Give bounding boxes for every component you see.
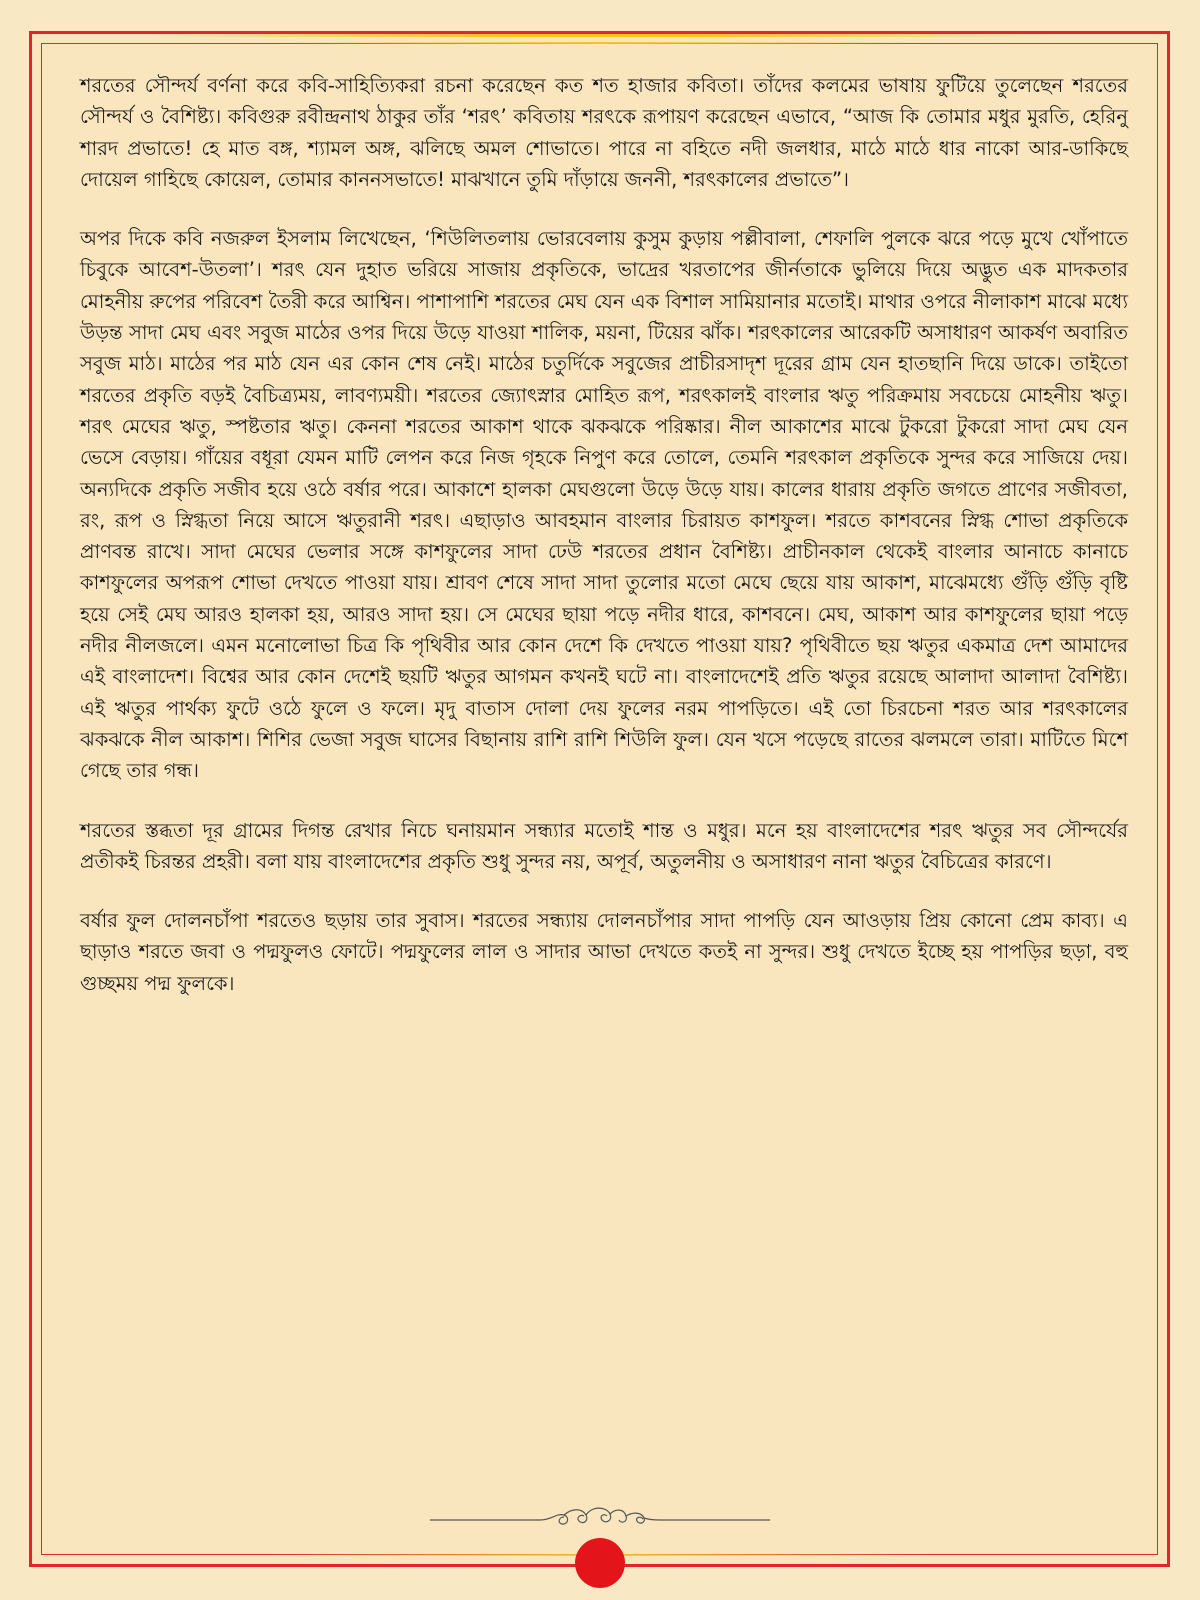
red-circle-icon bbox=[575, 1538, 625, 1588]
paragraph-4: বর্ষার ফুল দোলনচাঁপা শরতেও ছড়ায় তার সুবাস। শরতের সন্ধ্যায় দোলনচাঁপার সাদা পাপড়ি যেন আওড়ায় প্রিয় কোনো প্রেম কাব্য। এ ছাড়াও শরতে জবা ও পদ্মফুলও ফোটে। পদ্মফুলের লাল ও সাদার আভা দেখতে কতই না সুন্দর। শুধু দেখতে ইচ্ছে হয় পাপড়ির ছড়া, বহু গুচ্ছময় পদ্ম ফুলকে। bbox=[80, 909, 1128, 995]
flourish-ornament-icon bbox=[430, 1500, 770, 1536]
paragraph-2: অপর দিকে কবি নজরুল ইসলাম লিখেছেন, ‘শিউলিতলায় ভোরবেলায় কুসুম কুড়ায় পল্লীবালা, শেফালি পুলকে ঝরে পড়ে মুখে খোঁপাতে চিবুকে আবেশ-উতলা’। শরৎ যেন দুহাত ভরিয়ে সাজায় প্রকৃতিকে, ভাদ্রের খরতাপের জীর্নতাকে ভুলিয়ে দিয়ে অদ্ভুত এক মাদকতার মোহনীয় রুপের পরিবেশ তৈরী করে আশ্বিন। পাশাপাশি শরতের মেঘ যেন এক বিশাল সামিয়ানার মতোই। মাথার ওপরে নীলাকাশ মাঝে মধ্যে উড়ন্ত সাদা মেঘ এবং সবুজ মাঠের ওপর দিয়ে উড়ে যাওয়া শালিক, ময়না, টিয়ের ঝাঁক। শরৎকালের আরেকটি অসাধারণ আকর্ষণ অবারিত সবুজ মাঠ। মাঠের পর মাঠ যেন এর কোন শেষ নেই। মাঠের চতুর্দিকে সবুজের প্রাচীরসাদৃশ দূরের গ্রাম যেন হাতছানি দিয়ে ডাকে। তাইতো শরতের প্রকৃতি বড়ই বৈচিত্র্যময়, লাবণ্যময়ী। শরতের জ্যোৎস্নার মোহিত রূপ, শরৎকালই বাংলার ঋতু পরিক্রমায় সবচেয়ে মোহনীয় ঋতু। শরৎ মেঘের ঋতু, স্পষ্টতার ঋতু। কেননা শরতের আকাশ থাকে ঝকঝকে পরিষ্কার। নীল আকাশের মাঝে টুকরো টুকরো সাদা মেঘ যেন ভেসে বেড়ায়। গাঁয়ের বধূরা যেমন মাটি লেপন করে নিজ গৃহকে নিপুণ করে তোলে, তেমনি শরৎকাল প্রকৃতিকে সুন্দর করে সাজিয়ে দেয়। অন্যদিকে প্রকৃতি সজীব হয়ে ওঠে বর্ষার পরে। আকাশে হালকা মেঘগুলো উড়ে উড়ে যায়। কালের ধারায় প্রকৃতি জগতে প্রাণের সজীবতা, রং, রূপ ও স্নিগ্ধতা নিয়ে আসে ঋতুরানী শরৎ। এছাড়াও আবহমান বাংলার চিরায়ত কাশফুল। শরতে কাশবনের স্নিগ্ধ শোভা প্রকৃতিকে প্রাণবন্ত রাখে। সাদা মেঘের ভেলার সঙ্গে কাশফুলের সাদা ঢেউ শরতের প্রধান বৈশিষ্ট্য। প্রাচীনকাল থেকেই বাংলার আনাচে কানাচে কাশফুলের অপরূপ শোভা দেখতে পাওয়া যায়। শ্রাবণ শেষে সাদা সাদা তুলোর মতো মেঘে ছেয়ে যায় আকাশ, মাঝেমধ্যে গুঁড়ি গুঁড়ি বৃষ্টি হয়ে সেই মেঘ আরও হালকা হয়, আরও সাদা হয়। সে মেঘের ছায়া পড়ে নদীর ধারে, কাশবনে। মেঘ, আকাশ আর কাশফুলের ছায়া পড়ে নদীর নীলজলে। এমন মনোলোভা চিত্র কি পৃথিবীর আর কোন দেশে কি দেখতে পাওয়া যায়? পৃথিবীতে ছয় ঋতুর একমাত্র দেশ আমাদের এই বাংলাদেশ। বিশ্বের আর কোন দেশেই ছয়টি ঋতুর আগমন কখনই ঘটে না। বাংলাদেশেই প্রতি ঋতুর রয়েছে আলাদা আলাদা বৈশিষ্ট্য। এই ঋতুর পার্থক্য ফুটে ওঠে ফুলে ও ফলে। মৃদু বাতাস দোলা দেয় ফুলের নরম পাপড়িতে। এই তো চিরচেনা শরত আর শরৎকালের ঝকঝকে নীল আকাশ। শিশির ভেজা সবুজ ঘাসের বিছানায় রাশি রাশি শিউলি ফুল। যেন খসে পড়েছে রাতের ঝলমলে তারা। মাটিতে মিশে গেছে তার গন্ধ। bbox=[80, 227, 1128, 783]
paragraph-1: শরতের সৌন্দর্য বর্ণনা করে কবি-সাহিত্যিকরা রচনা করেছেন কত শত হাজার কবিতা। তাঁদের কলমের ভাষায় ফুটিয়ে তুলেছেন শরতের সৌন্দর্য ও বৈশিষ্ট্য। কবিগুরু রবীন্দ্রনাথ ঠাকুর তাঁর ‘শরৎ’ কবিতায় শরৎকে রূপায়ণ করেছেন এভাবে, “আজ কি তোমার মধুর মুরতি, হেরিনু শারদ প্রভাতে! হে মাত বঙ্গ, শ্যামল অঙ্গ, ঝলিছে অমল শোভাতে। পারে না বহিতে নদী জলধার, মাঠে মাঠে ধার নাকো আর-ডাকিছে দোয়েল গাহিছে কোয়েল, তোমার কাননসভাতে! মাঝখানে তুমি দাঁড়ায়ে জননী, শরৎকালের প্রভাতে”। bbox=[80, 74, 1128, 191]
article-body bbox=[80, 70, 1128, 1027]
paragraph-3: শরতের স্তব্ধতা দূর গ্রামের দিগন্ত রেখার নিচে ঘনায়মান সন্ধ্যার মতোই শান্ত ও মধুর। মনে হয় বাংলাদেশের শরৎ ঋতুর সব সৌন্দর্যের প্রতীকই চিরন্তর প্রহরী। বলা যায় বাংলাদেশের প্রকৃতি শুধু সুন্দর নয়, অপূর্ব, অতুলনীয় ও অসাধারণ নানা ঋতুর বৈচিত্রের কারণে। bbox=[80, 818, 1128, 873]
